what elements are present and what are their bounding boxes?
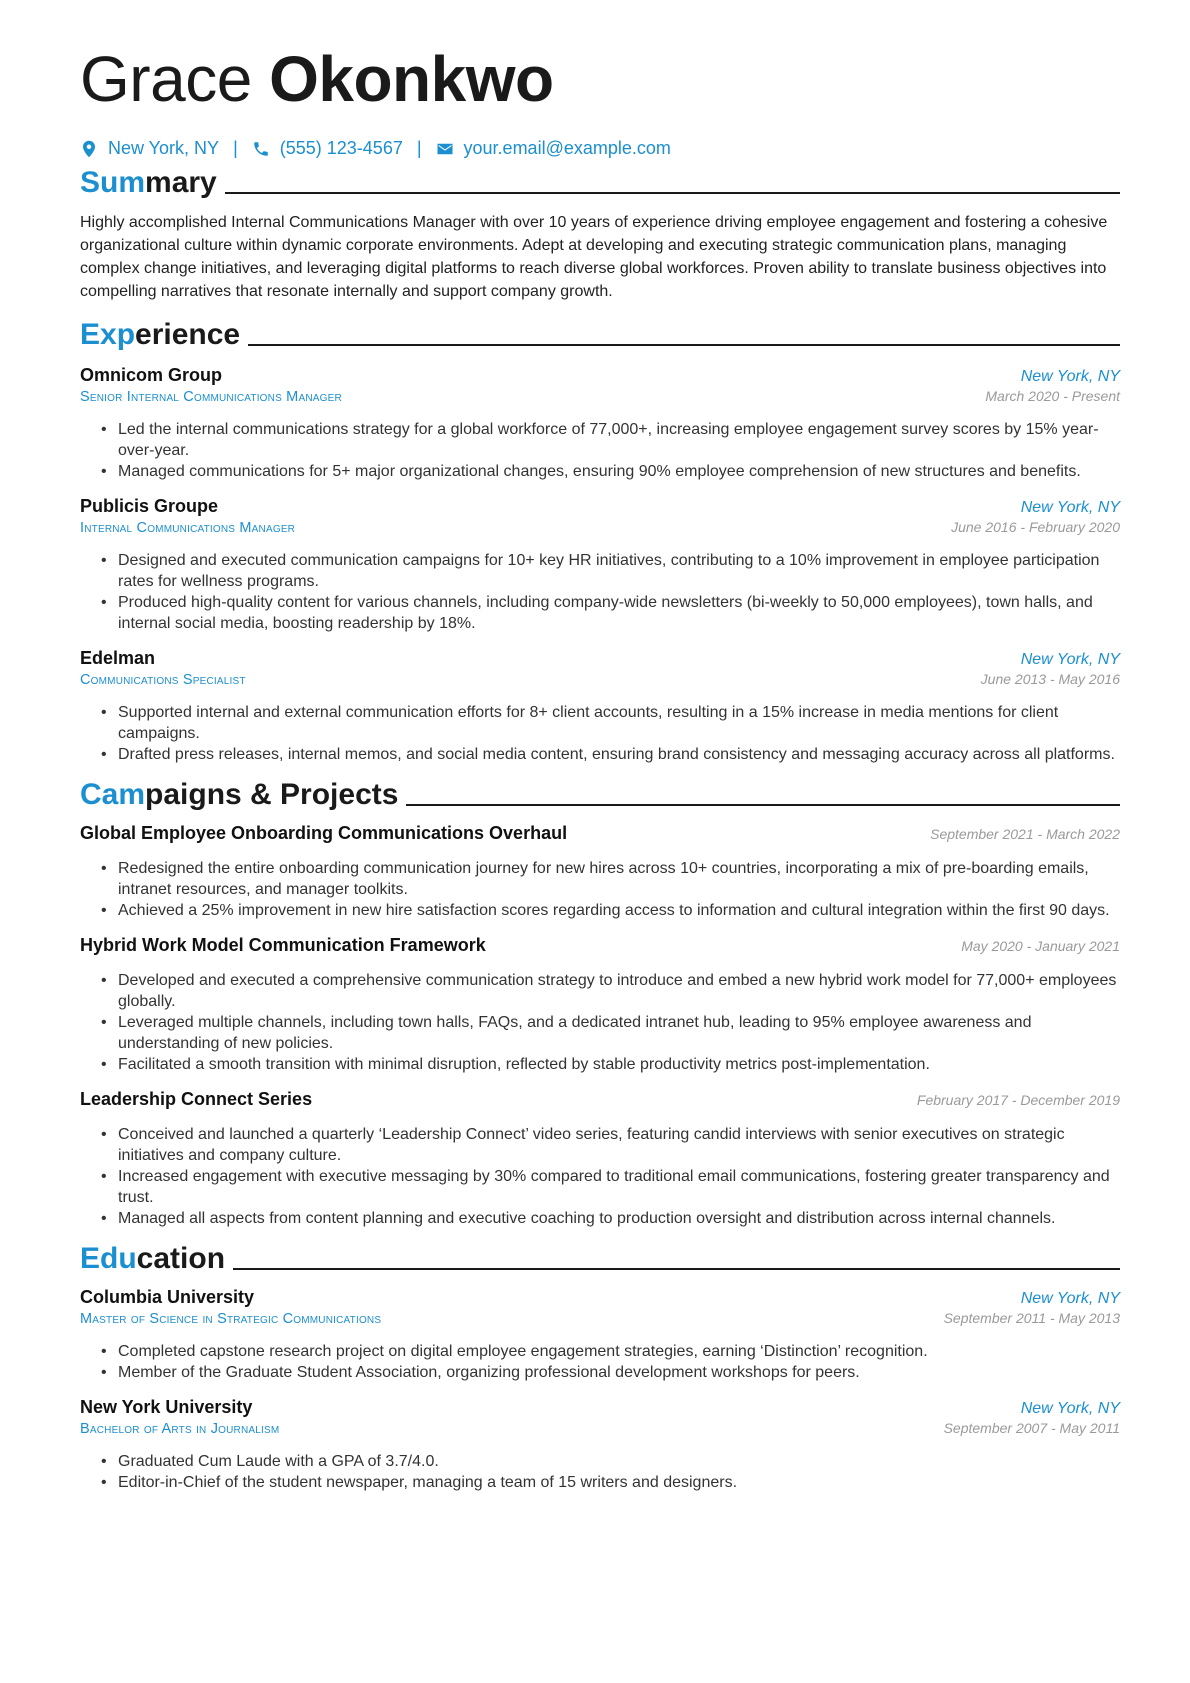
bullet-item: • Supported internal and external communication efforts for 8+ client accounts, resulting in a 15% increase in media mentions for client campaigns. <box>118 702 1120 744</box>
company-name: Edelman <box>80 648 156 668</box>
contact-line <box>80 138 1120 159</box>
education-heading <box>80 1241 1120 1277</box>
school-name: Columbia University <box>80 1287 255 1307</box>
bullet-item: • Produced high-quality content for various channels, including company-wide newsletters (bi-weekly to 50,000 employees), town halls, and internal social media, boosting readership by 18%. <box>118 592 1120 634</box>
bullet-item: • Leveraged multiple channels, including town halls, FAQs, and a dedicated intranet hub, leading to 95% employee awareness and understanding of new policies. <box>118 1012 1120 1054</box>
title-accent: Edu <box>80 1242 137 1275</box>
section-title <box>80 317 240 353</box>
map-pin-icon <box>80 140 98 158</box>
envelope-icon <box>436 140 454 158</box>
experience-heading <box>80 317 1120 353</box>
degree-title: Master of Science in Strategic Communications <box>80 1311 382 1327</box>
experience-entry <box>80 648 1120 765</box>
company-name: Publicis Groupe <box>80 496 219 516</box>
education-entry <box>80 1397 1120 1493</box>
title-accent: Sum <box>80 166 146 199</box>
entry-dates: September 2021 - March 2022 <box>930 826 1120 842</box>
bullet-item: • Facilitated a smooth transition with minimal disruption, reflected by stable productivity metrics post-implementation. <box>118 1054 1120 1075</box>
bullet-list <box>80 858 1120 921</box>
bullet-item: • Increased engagement with executive messaging by 30% compared to traditional email communications, fostering greater transparency and trust. <box>118 1166 1120 1208</box>
bullet-item: • Designed and executed communication campaigns for 10+ key HR initiatives, contributing to a 10% improvement in employee participation rates for wellness programs. <box>118 550 1120 592</box>
contact-email[interactable] <box>436 138 671 159</box>
entry-location: New York, NY <box>1020 499 1120 516</box>
bullet-item: • Managed communications for 5+ major organizational changes, ensuring 90% employee comprehension of new structures and benefits. <box>118 461 1120 482</box>
project-title: Global Employee Onboarding Communications Overhaul <box>80 823 568 843</box>
phone-text[interactable]: (555) 123-4567 <box>279 138 403 158</box>
contact-phone[interactable] <box>252 138 403 159</box>
summary-heading <box>80 165 1120 201</box>
bullet-item: • Editor-in-Chief of the student newspaper, managing a team of 15 writers and designers. <box>118 1472 1120 1493</box>
candidate-name <box>80 40 1120 118</box>
phone-icon <box>252 140 270 158</box>
school-name: New York University <box>80 1397 253 1417</box>
project-entry <box>80 1089 1120 1229</box>
section-rule <box>406 804 1120 806</box>
project-title: Hybrid Work Model Communication Framework <box>80 935 486 955</box>
title-rest: paigns & Projects <box>145 778 399 811</box>
location-text: New York, NY <box>108 138 220 158</box>
bullet-list <box>80 550 1120 634</box>
bullet-item: • Member of the Graduate Student Association, organizing professional development workshops for peers. <box>118 1362 1120 1383</box>
title-accent: Exp <box>80 318 136 351</box>
project-entry <box>80 823 1120 921</box>
bullet-item: • Conceived and launched a quarterly ‘Leadership Connect’ video series, featuring candid interviews with senior executives on strategic initiatives and company culture. <box>118 1124 1120 1166</box>
entry-dates: May 2020 - January 2021 <box>961 938 1120 954</box>
job-title: Communications Specialist <box>80 672 246 688</box>
section-rule <box>233 1268 1120 1270</box>
entry-dates: June 2013 - May 2016 <box>980 671 1120 687</box>
bullet-item: • Redesigned the entire onboarding communication journey for new hires across 10+ countries, incorporating a mix of pre-boarding emails, intranet resources, and manager toolkits. <box>118 858 1120 900</box>
summary-text: Highly accomplished Internal Communications Manager with over 10 years of experience driving employee engagement and fostering a cohesive organizational culture within dynamic corporate environments. Adept at developing and executing strategic communication plans, managing complex change initiatives, and leveraging digital platforms to reach diverse global workforces. Proven ability to translate business objectives into compelling narratives that resonate internally and support company growth. <box>80 214 1108 300</box>
title-accent: Cam <box>80 778 146 811</box>
title-rest: cation <box>136 1242 226 1275</box>
experience-entry <box>80 496 1120 634</box>
education-entry <box>80 1287 1120 1383</box>
entry-dates: September 2007 - May 2011 <box>943 1420 1120 1436</box>
bullet-list <box>80 970 1120 1075</box>
entry-location: New York, NY <box>1020 368 1120 385</box>
job-title: Internal Communications Manager <box>80 520 296 536</box>
bullet-item: • Drafted press releases, internal memos, and social media content, ensuring brand consistency and messaging accuracy across all platforms. <box>118 744 1120 765</box>
section-title <box>80 165 217 201</box>
company-name: Omnicom Group <box>80 365 223 385</box>
project-entry <box>80 935 1120 1075</box>
entry-location: New York, NY <box>1020 1400 1120 1417</box>
job-title: Senior Internal Communications Manager <box>80 389 342 405</box>
degree-title: Bachelor of Arts in Journalism <box>80 1421 280 1437</box>
bullet-list <box>80 1451 1120 1493</box>
entry-dates: March 2020 - Present <box>985 388 1120 404</box>
bullet-list <box>80 419 1120 482</box>
email-text[interactable]: your.email@example.com <box>463 138 671 158</box>
contact-location <box>80 138 219 159</box>
bullet-item: • Completed capstone research project on digital employee engagement strategies, earning ‘Distinction’ recognition. <box>118 1341 1120 1362</box>
bullet-item: • Led the internal communications strategy for a global workforce of 77,000+, increasing employee engagement survey scores by 15% year-over-year. <box>118 419 1120 461</box>
projects-heading <box>80 777 1120 813</box>
contact-separator: | <box>416 138 422 158</box>
entry-dates: June 2016 - February 2020 <box>951 519 1120 535</box>
bullet-item: • Managed all aspects from content planning and executive coaching to production oversight and distribution across internal channels. <box>118 1208 1120 1229</box>
entry-location: New York, NY <box>1020 651 1120 668</box>
title-rest: erience <box>135 318 241 351</box>
section-title <box>80 777 398 813</box>
bullet-list <box>80 1341 1120 1383</box>
bullet-item: • Achieved a 25% improvement in new hire satisfaction scores regarding access to information and cultural integration within the first 90 days. <box>118 900 1120 921</box>
experience-entry <box>80 365 1120 482</box>
title-rest: mary <box>145 166 217 199</box>
section-rule <box>248 344 1120 346</box>
entry-location: New York, NY <box>1020 1290 1120 1307</box>
bullet-item: • Graduated Cum Laude with a GPA of 3.7/4.0. <box>118 1451 1120 1472</box>
bullet-list <box>80 1124 1120 1229</box>
entry-dates: February 2017 - December 2019 <box>916 1092 1120 1108</box>
bullet-item: • Developed and executed a comprehensive communication strategy to introduce and embed a new hybrid work model for 77,000+ employees globally. <box>118 970 1120 1012</box>
last-name: Okonkwo <box>269 43 554 115</box>
first-name: Grace <box>80 43 252 115</box>
contact-separator: | <box>233 138 238 158</box>
project-title: Leadership Connect Series <box>80 1089 313 1109</box>
bullet-list <box>80 702 1120 765</box>
entry-dates: September 2011 - May 2013 <box>943 1310 1120 1326</box>
section-rule <box>225 192 1120 194</box>
section-title <box>80 1241 225 1277</box>
